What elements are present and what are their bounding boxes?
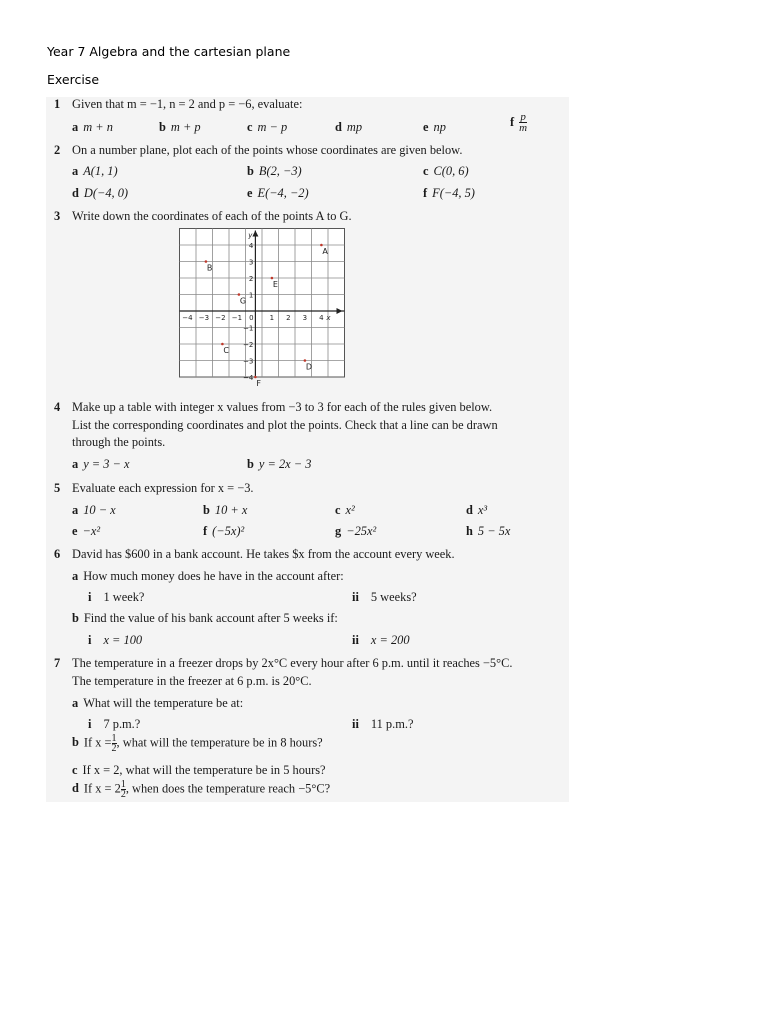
q2-part-b: b B(2, −3) [247, 164, 302, 178]
x-tick-label: 2 [286, 314, 291, 322]
q6-part-b: b Find the value of his bank account after 5 weeks if: [72, 611, 338, 625]
q5-part-d: d x³ [466, 503, 488, 517]
q5-number: 5 [54, 481, 61, 495]
q5-part-g: g −25x² [335, 524, 377, 538]
q5-part-h: h 5 − 5x [466, 524, 511, 538]
x-tick-label: −3 [198, 314, 210, 322]
point-C [221, 343, 224, 346]
point-label-D: D [305, 362, 313, 372]
x-tick-label: −1 [231, 314, 243, 322]
x-tick-label: 0 [249, 314, 254, 322]
y-tick-label: 2 [248, 275, 254, 283]
q1-text: Given that m = −1, n = 2 and p = −6, evaluate: [72, 97, 303, 111]
point-G [238, 293, 241, 296]
coordinate-grid [179, 228, 346, 387]
q4-line-1: Make up a table with integer x values from −3 to 3 for each of the rules given below. [72, 400, 493, 414]
q7-number: 7 [54, 656, 61, 670]
q4-number: 4 [54, 400, 61, 414]
q1-part-f: f $\frac{p}{m}$ [510, 111, 528, 134]
q5-part-c: c x² [335, 503, 355, 517]
y-tick-label: −4 [243, 374, 254, 382]
q7-part-b: b If x = $\frac{1}{2}$ , what will the temperature be in 8 hours? [72, 733, 323, 754]
point-D [304, 359, 307, 362]
point-B [205, 260, 208, 263]
q6-part-a-i: i 1 week? [88, 590, 145, 604]
x-tick-label: −2 [215, 314, 226, 322]
q7-part-a-ii: ii 11 p.m.? [352, 717, 414, 731]
y-tick-label: 1 [248, 291, 254, 300]
q3-number: 3 [54, 209, 61, 223]
y-tick-label: 4 [248, 242, 254, 250]
y-tick-label: −1 [243, 324, 254, 333]
q2-part-e: e E(−4, −2) [247, 186, 309, 200]
q6-part-b-i: i x = 100 [88, 633, 143, 647]
q1-part-b: b m + p [159, 120, 201, 134]
q7-part-c: c If x = 2, what will the temperature be in 5 hours? [72, 763, 326, 777]
q5-part-b: b 10 + x [203, 503, 248, 517]
q2-text: On a number plane, plot each of the points whose coordinates are given below. [72, 143, 463, 157]
q2-part-d: d D(−4, 0) [72, 186, 129, 200]
point-label-C: C [223, 346, 229, 355]
q2-number: 2 [54, 143, 61, 157]
y-tick-label: −3 [243, 357, 254, 366]
q1-number: 1 [54, 97, 61, 111]
q6-part-b-ii: ii x = 200 [352, 633, 410, 647]
point-A [320, 244, 323, 247]
q4-part-b: b y = 2x − 3 [247, 457, 312, 471]
point-F [254, 376, 257, 379]
q1-part-d: d mp [335, 120, 363, 134]
q1-part-c: c m − p [247, 120, 288, 134]
q2-part-f: f F(−4, 5) [423, 186, 475, 200]
q2-part-a: a A(1, 1) [72, 164, 118, 178]
scanned-exercise [46, 97, 569, 802]
q1-part-a: a m + n [72, 120, 113, 134]
q6-number: 6 [54, 547, 61, 561]
y-axis-label: y [248, 231, 253, 240]
document-title: Year 7 Algebra and the cartesian plane [47, 44, 291, 59]
q7-part-d: d If x = 2 $\frac{1}{2}$ , when does the temperature reach −5°C? [72, 779, 331, 800]
point-E [271, 277, 274, 280]
x-axis-label: x [326, 314, 331, 322]
x-tick-label: 1 [269, 314, 275, 322]
y-tick-label: −2 [243, 341, 254, 349]
q3-text: Write down the coordinates of each of the points A to G. [72, 209, 352, 223]
q6-part-a-ii: ii 5 weeks? [352, 590, 417, 604]
q7-part-a-i: i 7 p.m.? [88, 717, 141, 731]
x-tick-label: −4 [182, 314, 193, 322]
x-tick-label: 4 [319, 314, 324, 322]
q5-text: Evaluate each expression for x = −3. [72, 481, 254, 495]
y-tick-label: 3 [248, 258, 254, 267]
q2-part-c: c C(0, 6) [423, 164, 469, 178]
q6-part-a: a How much money does he have in the account after: [72, 569, 344, 583]
point-label-B: B [206, 263, 213, 273]
q5-part-e: e −x² [72, 524, 101, 538]
q4-line-3: through the points. [72, 435, 166, 449]
q5-part-f: f (−5x)² [203, 524, 245, 538]
x-tick-label: 3 [302, 314, 308, 322]
q6-text: David has $600 in a bank account. He takes $x from the account every week. [72, 547, 455, 561]
point-label-E: E [272, 280, 278, 289]
q7-line-2: The temperature in the freezer at 6 p.m. is 20°C. [72, 674, 312, 688]
q7-line-1: The temperature in a freezer drops by 2x°C every hour after 6 p.m. until it reaches −5°C. [72, 656, 513, 670]
q7-part-a: a What will the temperature be at: [72, 696, 244, 710]
q4-line-2: List the corresponding coordinates and plot the points. Check that a line can be drawn [72, 418, 498, 432]
point-label-G: G [239, 296, 247, 306]
q1-part-e: e np [423, 120, 446, 134]
exercise-heading: Exercise [47, 72, 100, 87]
q5-part-a: a 10 − x [72, 503, 116, 517]
point-label-F: F [256, 379, 262, 387]
point-label-A: A [322, 247, 328, 256]
q4-part-a: a y = 3 − x [72, 457, 130, 471]
